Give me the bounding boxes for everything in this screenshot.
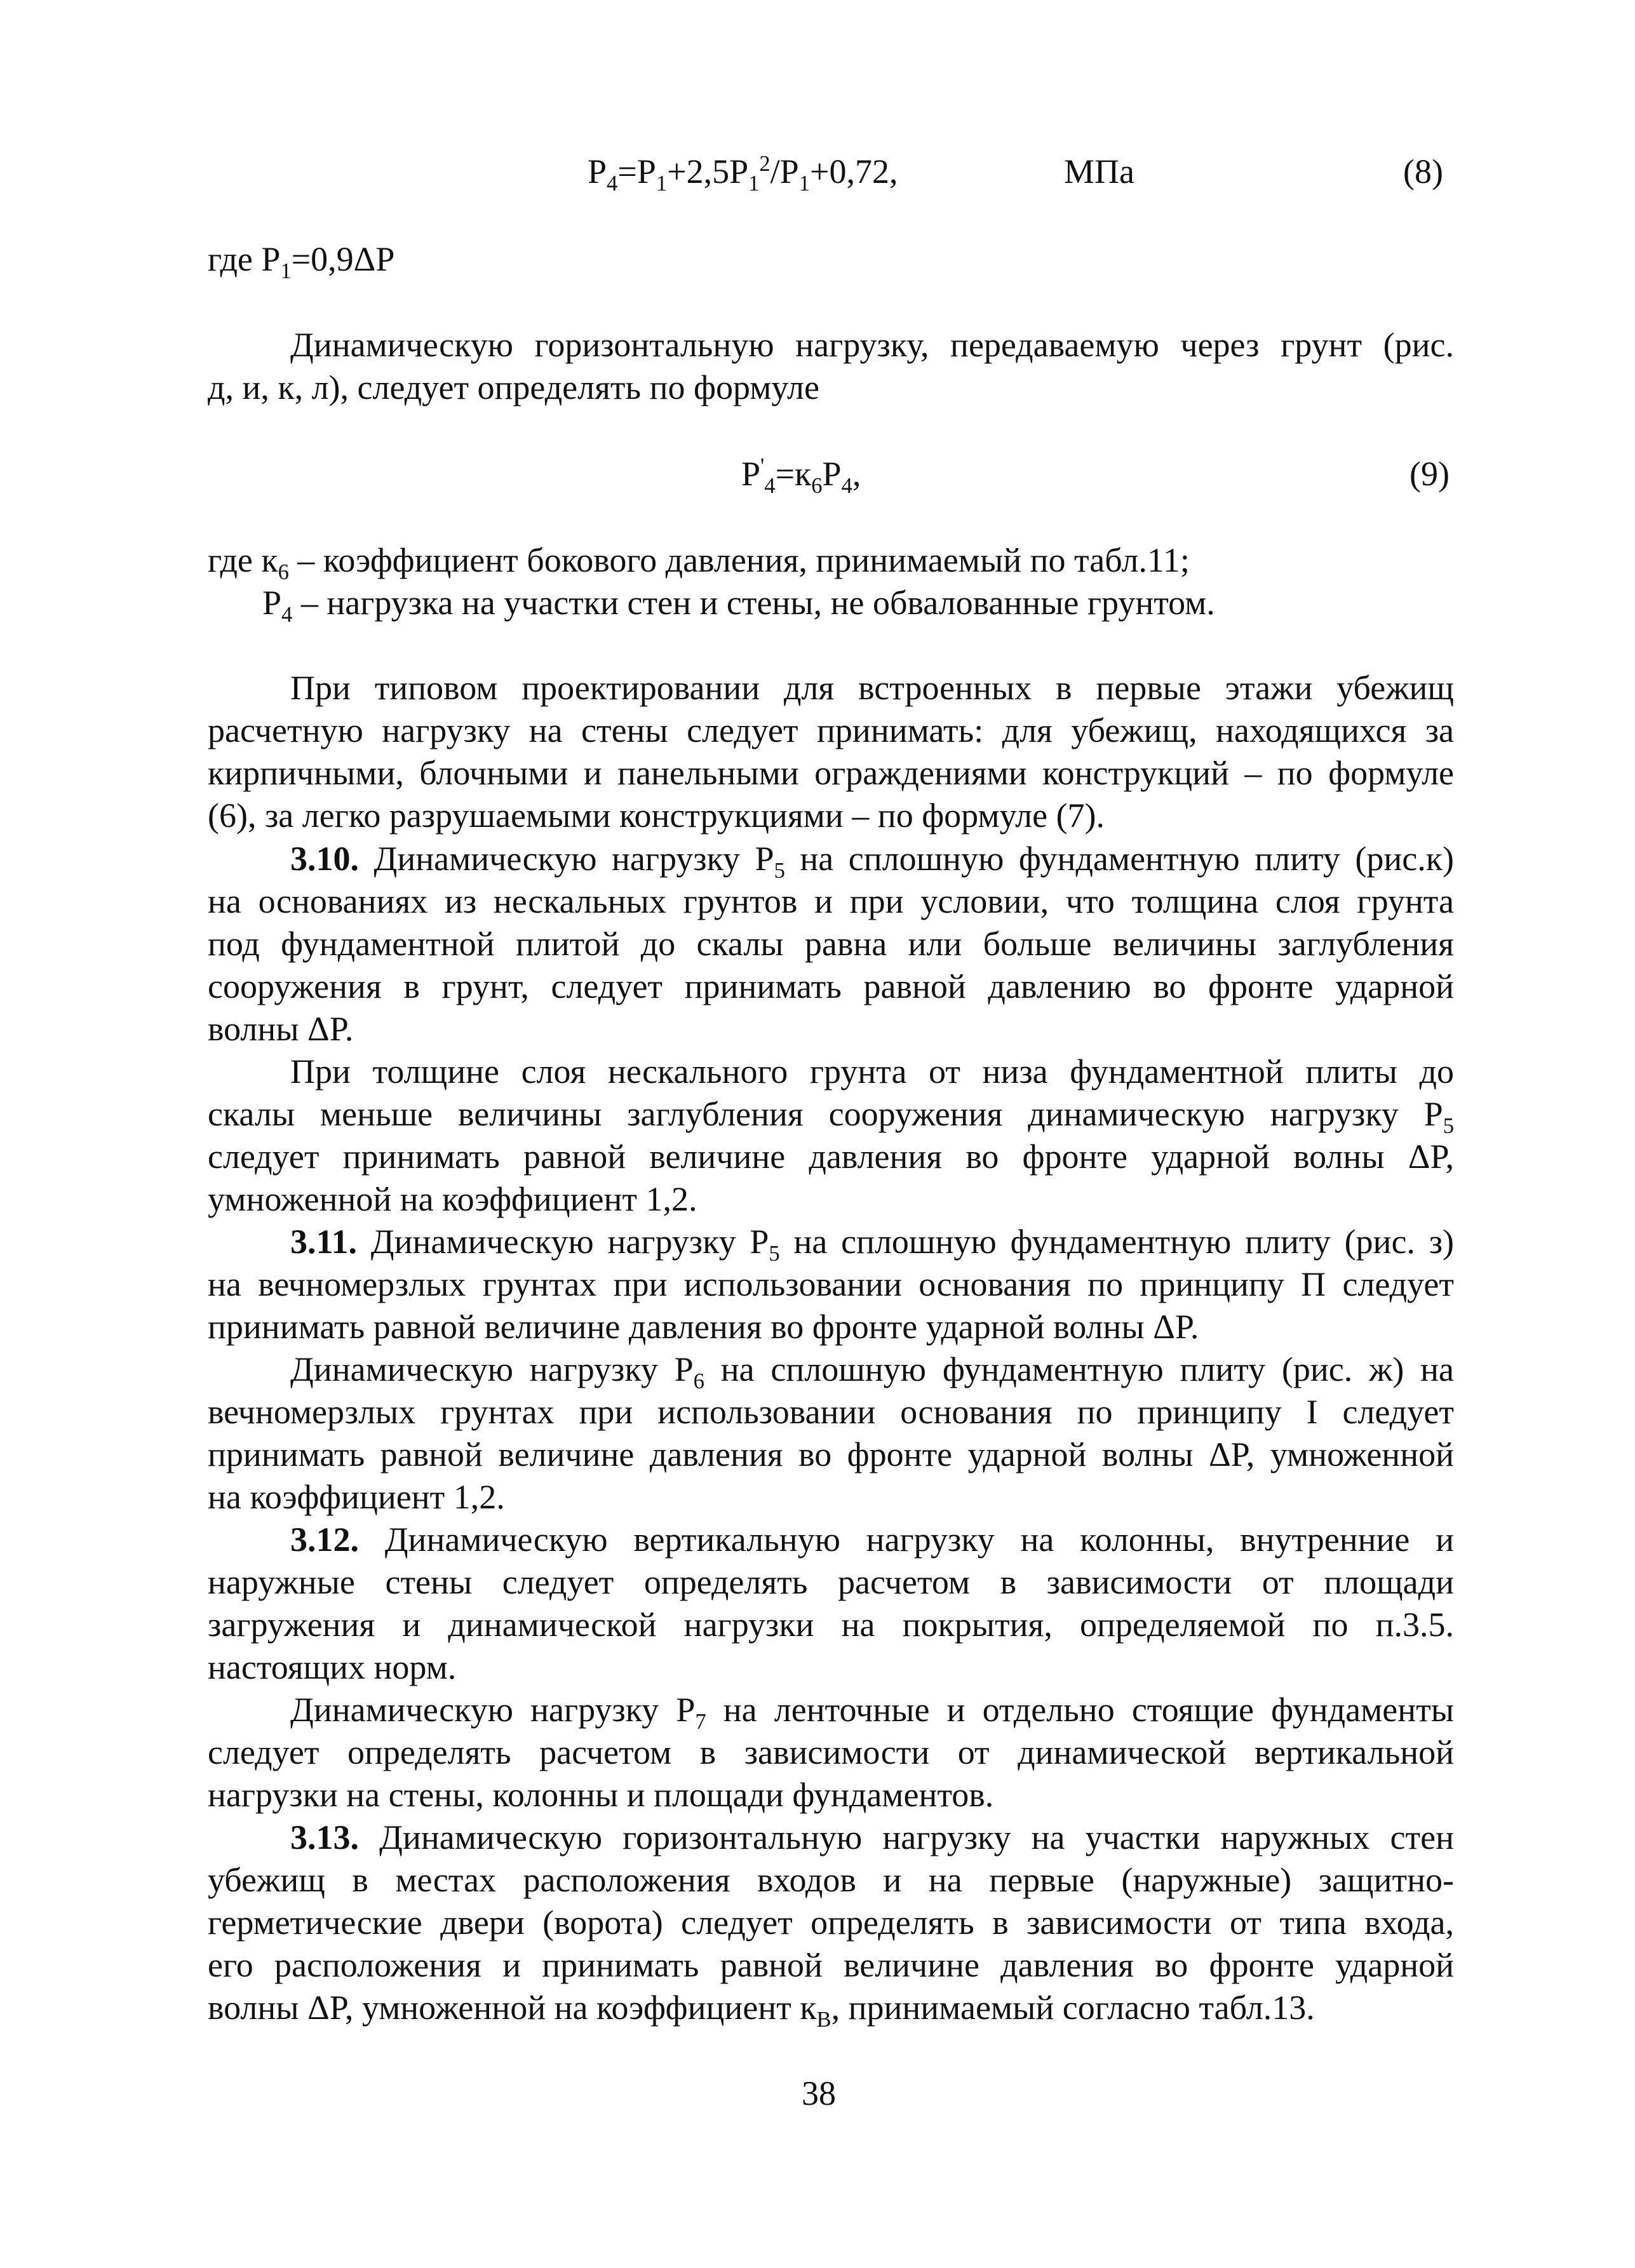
- section-3-13-line-1: 3.13. Динамическую горизонтальную нагрузку на участки наружных стен: [290, 1818, 1454, 1856]
- section-3-13-line-2: убежищ в местах расположения входов и на первые (наружные) защитно-: [208, 1861, 1454, 1899]
- section-3-13-line-3: герметические двери (ворота) следует определять в зависимости от типа входа,: [208, 1903, 1454, 1942]
- paragraph-3-10-b-line-2: скалы меньше величины заглубления сооружения динамическую нагрузку $P_5$: [208, 1095, 1454, 1138]
- section-number: 3.11.: [290, 1223, 358, 1261]
- paragraph-typical-design-line-2: расчетную нагрузку на стены следует принимать: для убежищ, находящихся за: [208, 711, 1454, 749]
- paragraph-3-10-b-line-1: При толщине слоя нескального грунта от низа фундаментной плиты до: [290, 1052, 1454, 1090]
- formula-9: $P'_4=к_6P_4$,: [741, 454, 861, 498]
- paragraph-3-12-b-line-2: следует определять расчетом в зависимости от динамической вертикальной: [208, 1733, 1454, 1771]
- formula-8-unit: МПа: [1064, 152, 1134, 191]
- paragraph-3-11-b-line-2: вечномерзлых грунтах при использовании основания по принципу I следует: [208, 1393, 1454, 1431]
- paragraph-typical-design-line-1: При типовом проектировании для встроенных в первые этажи убежищ: [290, 669, 1454, 707]
- section-number: 3.13.: [290, 1818, 359, 1856]
- paragraph-3-10-b-line-3: следует принимать равной величине давления во фронте ударной волны ΔP,: [208, 1137, 1454, 1176]
- formula-8-number: (8): [1403, 152, 1443, 191]
- section-3-10-line-1: 3.10. Динамическую нагрузку $P_5$ на сплошную фундаментную плиту (рис.к): [290, 840, 1454, 883]
- paragraph-dynamic-horizontal-line-1: Динамическую горизонтальную нагрузку, передаваемую через грунт (рис.: [290, 326, 1454, 364]
- paragraph-3-11-b-line-4: на коэффициент 1,2.: [208, 1478, 505, 1516]
- section-3-11-line-2: на вечномерзлых грунтах при использовании основания по принципу П следует: [208, 1265, 1454, 1303]
- formula-8: $P_4=P_1+2,5P_1^2/P_1+0,72$,: [588, 152, 898, 196]
- section-number: 3.10.: [290, 840, 359, 878]
- paragraph-dynamic-horizontal-line-2: д, и, к, л), следует определять по формуле: [208, 368, 819, 406]
- section-3-10-line-3: под фундаментной плитой до скалы равна или больше величины заглубления: [208, 925, 1454, 963]
- formula-9-number: (9): [1410, 455, 1450, 493]
- section-3-11-line-1: 3.11. Динамическую нагрузку $P_5$ на сплошную фундаментную плиту (рис. з): [290, 1223, 1455, 1266]
- paragraph-3-10-b-line-4: умноженной на коэффициент 1,2.: [208, 1180, 697, 1218]
- paragraph-3-12-b-line-3: нагрузки на стены, колонны и площади фундаментов.: [208, 1776, 994, 1814]
- section-number: 3.12.: [290, 1520, 359, 1559]
- section-3-13-line-4: его расположения и принимать равной величине давления во фронте ударной: [208, 1946, 1454, 1984]
- paragraph-3-11-b-line-3: принимать равной величине давления во фронте ударной волны ΔP, умноженной: [208, 1435, 1454, 1473]
- section-3-13-line-5: волны ΔP, умноженной на коэффициент $к_В$, принимаемый согласно табл.13.: [208, 1989, 1315, 2032]
- paragraph-3-12-b-line-1: Динамическую нагрузку $P_7$ на ленточные и отдельно стоящие фундаменты: [290, 1691, 1454, 1734]
- where-p1-line: где $P_1=0,9\Delta P$: [208, 240, 395, 283]
- section-3-11-line-3: принимать равной величине давления во фронте ударной волны ΔP.: [208, 1308, 1199, 1346]
- paragraph-3-11-b-line-1: Динамическую нагрузку $P_6$ на сплошную фундаментную плиту (рис. ж) на: [290, 1350, 1454, 1393]
- section-3-10-line-2: на основаниях из нескальных грунтов и при условии, что толщина слоя грунта: [208, 882, 1454, 920]
- section-3-10-line-4: сооружения в грунт, следует принимать равной давлению во фронте ударной: [208, 967, 1454, 1005]
- section-3-12-line-1: 3.12. Динамическую вертикальную нагрузку на колонны, внутренние и: [290, 1520, 1454, 1559]
- section-3-12-line-3: загружения и динамической нагрузки на покрытия, определяемой по п.3.5.: [208, 1606, 1454, 1644]
- section-3-12-line-2: наружные стены следует определять расчетом в зависимости от площади: [208, 1563, 1454, 1601]
- section-3-10-line-5: волны ΔP.: [208, 1010, 354, 1048]
- section-3-12-line-4: настоящих норм.: [208, 1648, 457, 1686]
- page-number: 38: [802, 2074, 836, 2112]
- paragraph-typical-design-line-3: кирпичными, блочными и панельными ограждениями конструкций – по формуле: [208, 754, 1454, 792]
- where-k6-line-2: $P_4$ – нагрузка на участки стен и стены, не обвалованные грунтом.: [262, 584, 1215, 627]
- where-k6-line-1: где $к_6$ – коэффициент бокового давления, принимаемый по табл.11;: [208, 541, 1190, 584]
- paragraph-typical-design-line-4: (6), за легко разрушаемыми конструкциями – по формуле (7).: [208, 796, 1105, 835]
